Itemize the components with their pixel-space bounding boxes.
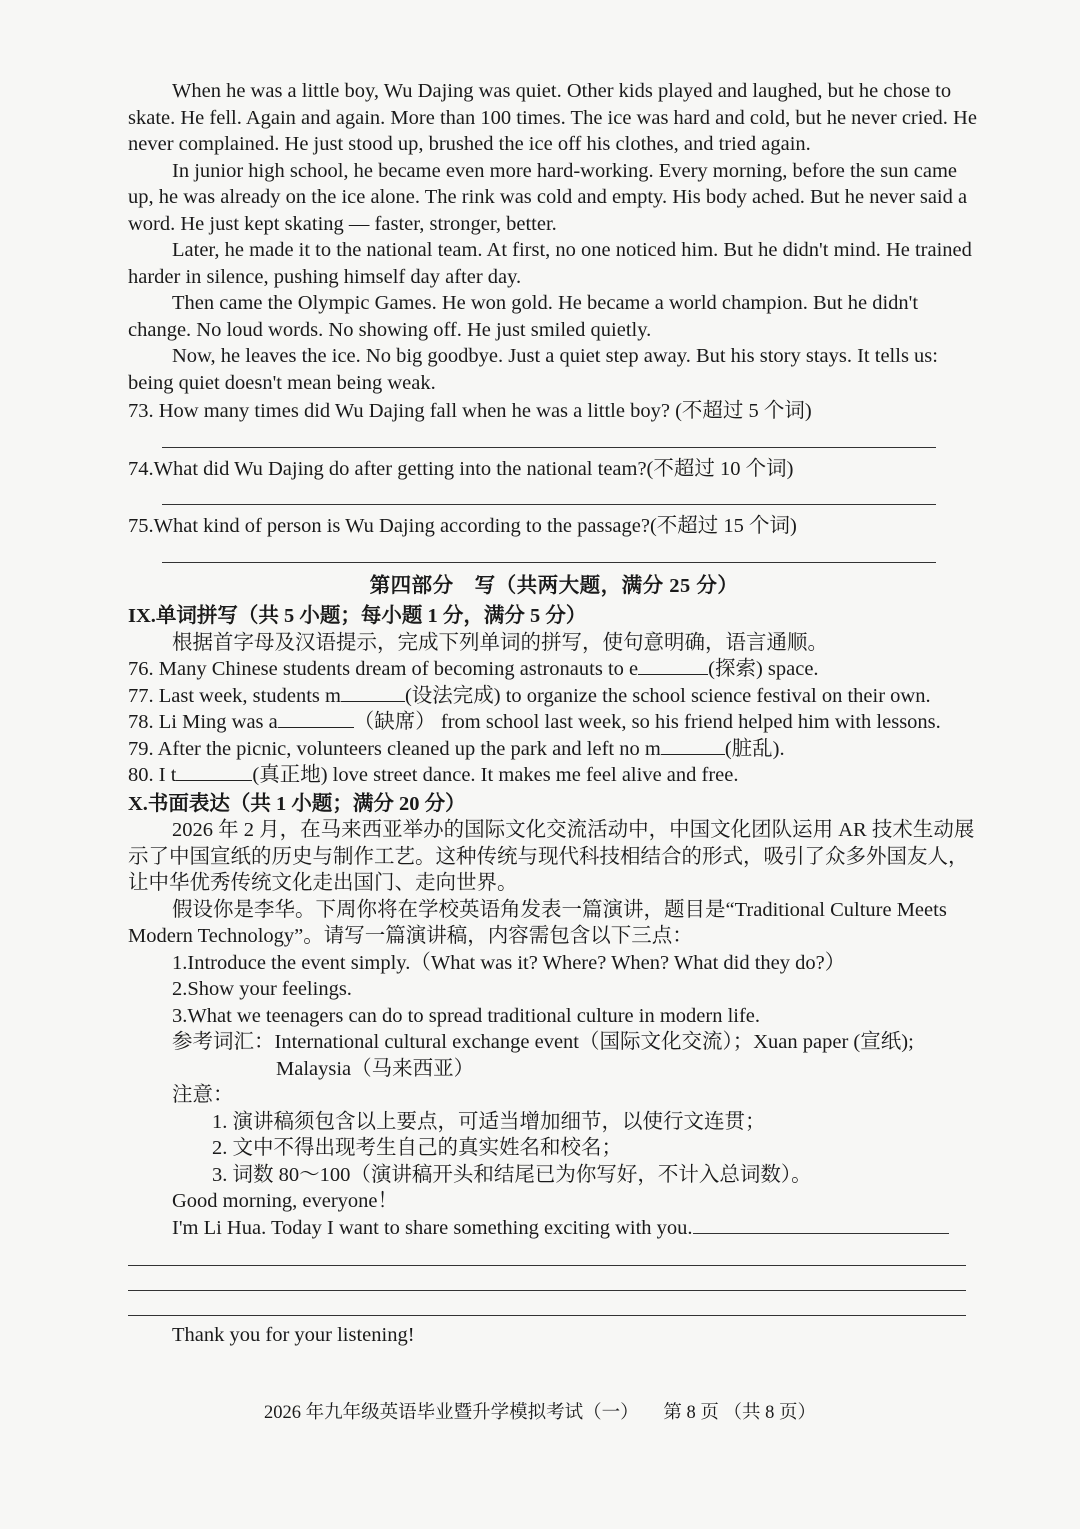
- passage-paragraph-5: Now, he leaves the ice. No big goodbye. Just a quiet step away. But his story stays. It tells us: being quiet doesn't mean being weak.: [128, 345, 938, 394]
- page-content: [128, 78, 980, 1349]
- question-74: 74.What did Wu Dajing do after getting into the national team?(不超过 10 个词): [128, 457, 794, 480]
- answer-line-74[interactable]: [162, 482, 936, 505]
- item-79: [128, 736, 980, 763]
- item-80: [128, 762, 980, 789]
- writing-line-3[interactable]: [128, 1266, 966, 1291]
- blank-79[interactable]: [661, 736, 725, 755]
- note-label: 注意：: [172, 1084, 234, 1106]
- content-point-1: 1.Introduce the event simply.（What was it? Where? When? What did they do?）: [172, 951, 846, 974]
- section-10-background: 2026 年 2 月，在马来西亚举办的国际文化交流活动中，中国文化团队运用 AR 技术生动展示了中国宣纸的历史与制作工艺。这种传统与现代科技相结合的形式，吸引了众多外国友人，让中华优秀传统文化走出国门、走向世界。: [128, 819, 975, 894]
- section-10-task: 假设你是李华。下周你将在学校英语角发表一篇演讲，题目是“Traditional Culture Meets Modern Technology”。请写一篇演讲稿，内容需包含以下三点：: [128, 898, 947, 947]
- content-point-3: 3.What we teenagers can do to spread traditional culture in modern life.: [172, 1004, 761, 1027]
- passage-paragraph-1: When he was a little boy, Wu Dajing was quiet. Other kids played and laughed, but he chose to skate. He fell. Again and again. More than 100 times. The ice was hard and cold, but he never cried. He never complained. He just stood up, brushed the ice off his clothes, and tried again.: [128, 80, 977, 155]
- item-79-text: 79. After the picnic, volunteers cleaned up the park and left no m: [128, 737, 661, 760]
- speech-closing: Thank you for your listening!: [172, 1324, 415, 1346]
- blank-80[interactable]: [176, 762, 252, 781]
- page-number: 第 8 页 （共 8 页）: [663, 1403, 816, 1423]
- reference-vocab-cont: Malaysia（马来西亚）: [276, 1057, 475, 1080]
- answer-line-73[interactable]: [162, 425, 936, 448]
- note-3: 3. 词数 80～100（演讲稿开头和结尾已为你写好，不计入总词数）。: [212, 1163, 812, 1186]
- writing-line-4[interactable]: [128, 1291, 966, 1316]
- item-76-hint: (探索) space.: [708, 658, 819, 680]
- exam-title: 2026 年九年级英语毕业暨升学模拟考试（一）: [264, 1403, 639, 1423]
- item-80-hint: (真正地) love street dance. It makes me feel alive and free.: [252, 764, 739, 786]
- item-77: [128, 683, 980, 710]
- blank-76[interactable]: [638, 656, 708, 675]
- note-1: 1. 演讲稿须包含以上要点，可适当增加细节，以使行文连贯；: [212, 1110, 766, 1133]
- passage-paragraph-4: Then came the Olympic Games. He won gold. He became a world champion. But he didn't change. No loud words. No showing off. He just smiled quietly.: [128, 292, 919, 341]
- blank-78[interactable]: [278, 709, 354, 728]
- question-73: 73. How many times did Wu Dajing fall when he was a little boy? (不超过 5 个词): [128, 400, 812, 422]
- item-76: [128, 656, 980, 683]
- item-78: [128, 709, 980, 736]
- content-point-2: 2.Show your feelings.: [172, 978, 352, 1000]
- section-9-instruction: 根据首字母及汉语提示，完成下列单词的拼写，使句意明确，语言通顺。: [172, 631, 828, 654]
- passage-paragraph-3: Later, he made it to the national team. At first, no one noticed him. But he didn't mind. He trained harder in silence, pushing himself day after day.: [128, 239, 972, 288]
- page-footer: [0, 1398, 1080, 1424]
- question-75: 75.What kind of person is Wu Dajing according to the passage?(不超过 15 个词): [128, 515, 797, 537]
- note-2: 2. 文中不得出现考生自己的真实姓名和校名；: [212, 1137, 622, 1159]
- item-80-text: 80. I t: [128, 764, 177, 786]
- reference-vocab: 参考词汇：International cultural exchange event（国际文化交流）；Xuan paper (宣纸);: [172, 1031, 914, 1053]
- item-78-hint: （缺席） from school last week, so his friend helped him with lessons.: [353, 711, 941, 733]
- writing-line-first[interactable]: [693, 1215, 949, 1234]
- section-10-title: X.书面表达（共 1 小题；满分 20 分）: [128, 792, 466, 815]
- section-9-title: IX.单词拼写（共 5 小题；每小题 1 分，满分 5 分）: [128, 605, 587, 627]
- answer-line-75[interactable]: [162, 540, 936, 563]
- part-four-title: 第四部分 写（共两大题，满分 25 分）: [369, 574, 739, 597]
- speech-greeting: Good morning, everyone！: [172, 1190, 399, 1212]
- item-77-text: 77. Last week, students m: [128, 684, 341, 707]
- speech-opening-line: [128, 1215, 980, 1242]
- item-77-hint: (设法完成) to organize the school science festival on their own.: [404, 684, 931, 707]
- item-79-hint: (脏乱).: [724, 737, 785, 760]
- passage-paragraph-2: In junior high school, he became even more hard-working. Every morning, before the sun came up, he was already on the ice alone. The rink was cold and empty. His body ached. But he never said a word. He just kept skating — faster, stronger, better.: [128, 159, 968, 235]
- speech-opening: I'm Li Hua. Today I want to share something exciting with you.: [172, 1216, 693, 1239]
- writing-line-2[interactable]: [128, 1241, 966, 1266]
- blank-77[interactable]: [341, 683, 405, 702]
- item-78-text: 78. Li Ming was a: [128, 711, 278, 733]
- item-76-text: 76. Many Chinese students dream of becoming astronauts to e: [128, 658, 639, 680]
